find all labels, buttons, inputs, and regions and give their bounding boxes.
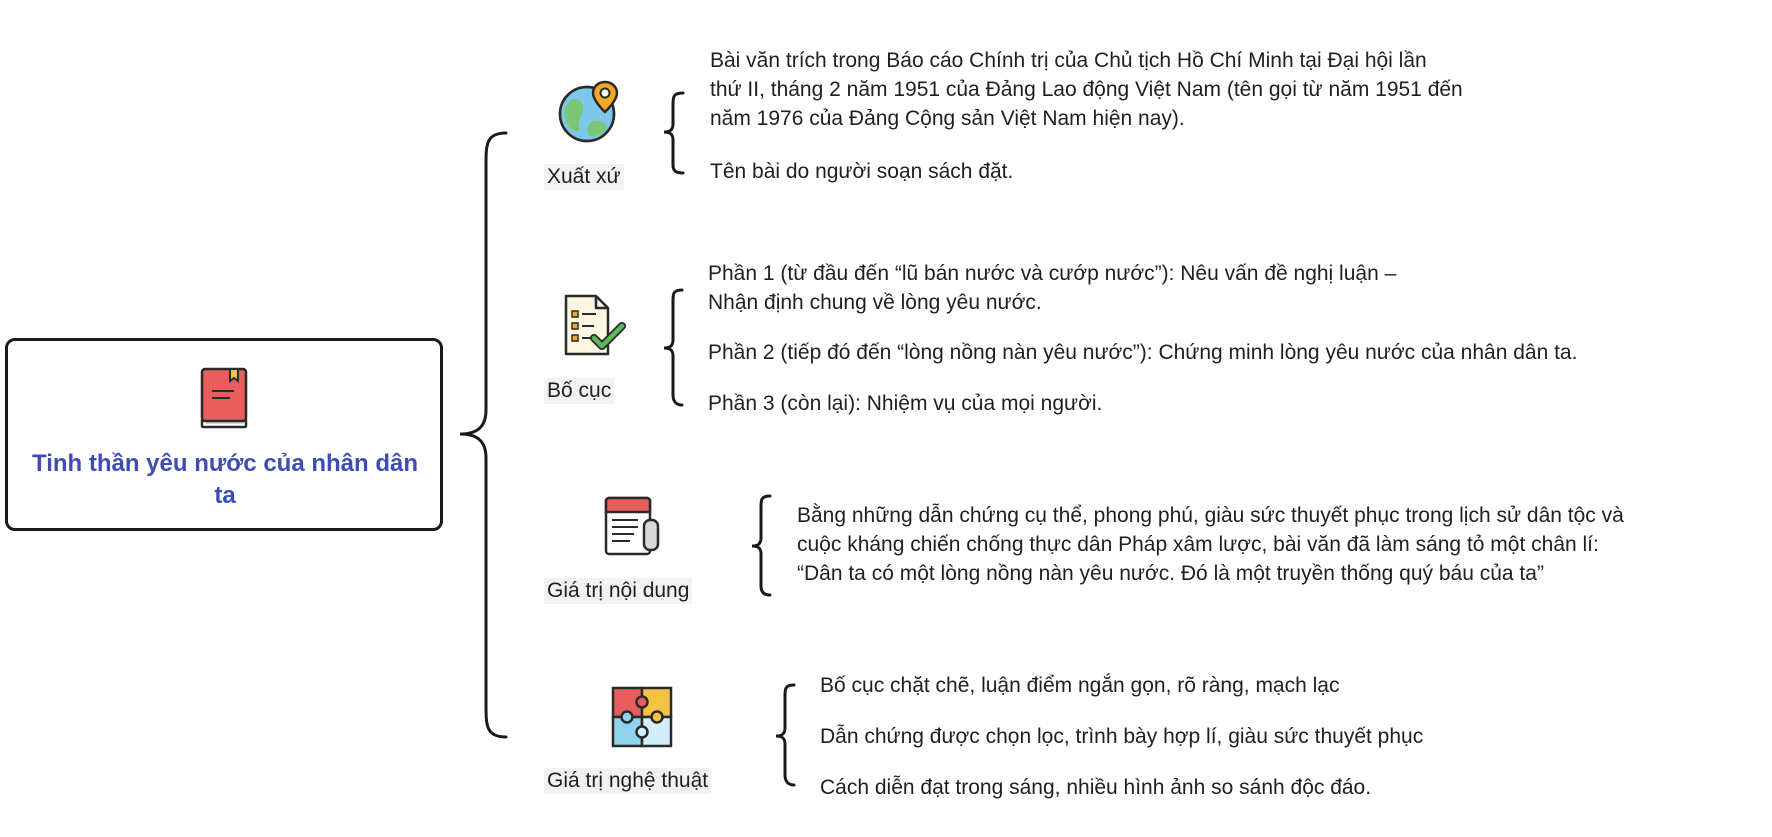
branch-label-nghe-thuat[interactable]: Giá trị nghệ thuật — [544, 768, 711, 794]
globe-pin-icon — [557, 78, 623, 144]
detail-line: Bài văn trích trong Báo cáo Chính trị của Chủ tịch Hồ Chí Minh tại Đại hội lần — [710, 49, 1427, 72]
brace-nghe-thuat — [776, 685, 794, 785]
brace-noi-dung — [752, 496, 770, 595]
detail-line: Cách diễn đạt trong sáng, nhiều hình ảnh so sánh độc đáo. — [820, 776, 1372, 799]
branch-label-noi-dung[interactable]: Giá trị nội dung — [544, 578, 692, 604]
detail-line: Tên bài do người soạn sách đặt. — [710, 160, 1014, 183]
detail-line: Bố cục chặt chẽ, luận điểm ngắn gọn, rõ ràng, mạch lạc — [820, 674, 1340, 697]
newspaper-icon — [600, 494, 666, 560]
detail-line: Nhận định chung về lòng yêu nước. — [708, 291, 1042, 314]
detail-line: thứ II, tháng 2 năm 1951 của Đảng Lao động Việt Nam (tên gọi từ năm 1951 đến — [710, 78, 1463, 101]
book-icon — [200, 367, 248, 429]
detail-line: “Dân ta có một lòng nồng nàn yêu nước. Đó là một truyền thống quý báu của ta” — [797, 562, 1544, 585]
detail-line: Phần 2 (tiếp đó đến “lòng nồng nàn yêu nước”): Chứng minh lòng yêu nước của nhân dân ta. — [708, 341, 1578, 364]
brace-xuat-xu — [664, 93, 683, 173]
branch-label-bo-cuc[interactable]: Bố cục — [544, 378, 614, 404]
detail-line: cuộc kháng chiến chống thực dân Pháp xâm lược, bài văn đã làm sáng tỏ một chân lí: — [797, 533, 1599, 556]
detail-line: Dẫn chứng được chọn lọc, trình bày hợp lí, giàu sức thuyết phục — [820, 725, 1424, 748]
checklist-icon — [560, 292, 626, 358]
puzzle-icon — [609, 684, 675, 750]
detail-line: Bằng những dẫn chứng cụ thể, phong phú, giàu sức thuyết phục trong lịch sử dân tộc và — [797, 504, 1624, 527]
detail-line: Phần 1 (từ đầu đến “lũ bán nước và cướp nước”): Nêu vấn đề nghị luận – — [708, 262, 1397, 285]
detail-line: Phần 3 (còn lại): Nhiệm vụ của mọi người. — [708, 392, 1103, 415]
main-brace — [460, 133, 506, 737]
detail-line: năm 1976 của Đảng Cộng sản Việt Nam hiện nay). — [710, 107, 1185, 130]
brace-bo-cuc — [664, 290, 682, 405]
root-title: Tinh thần yêu nước của nhân dân ta — [31, 450, 419, 509]
branch-label-xuat-xu[interactable]: Xuất xứ — [544, 164, 624, 190]
